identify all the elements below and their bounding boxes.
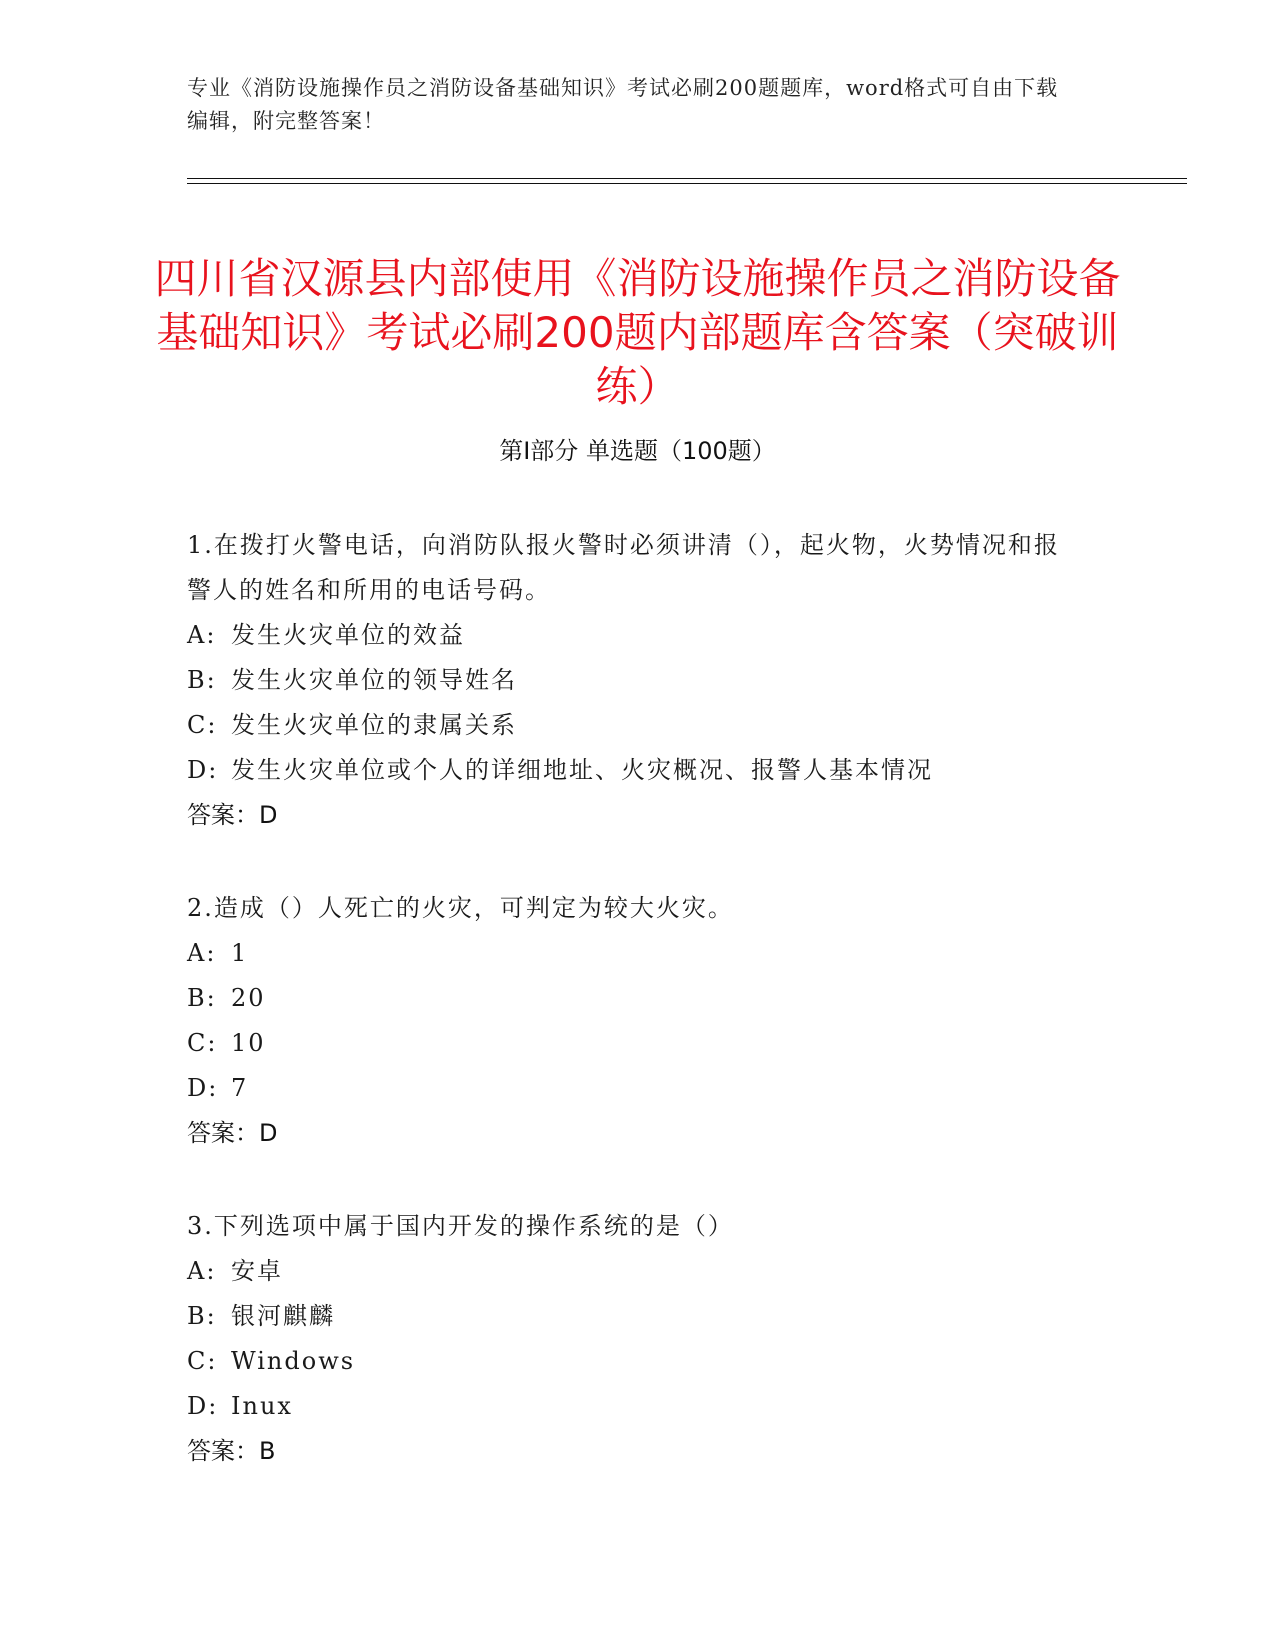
header-note: 专业《消防设施操作员之消防设备基础知识》考试必刷200题题库，word格式可自由下载编辑，附完整答案！ (187, 76, 1059, 133)
option-d (187, 1384, 1067, 1429)
option-key: C: (187, 1347, 218, 1375)
option-key: A: (187, 1257, 217, 1285)
option-key: B: (187, 1302, 217, 1330)
option-b (187, 658, 1067, 703)
option-text: 1 (231, 939, 249, 967)
option-b (187, 1294, 1067, 1339)
question-stem: 2.造成（）人死亡的火灾，可判定为较大火灾。 (187, 894, 734, 922)
option-text: 7 (231, 1074, 249, 1102)
option-a (187, 931, 1067, 976)
option-text: 发生火灾单位的隶属关系 (231, 711, 517, 739)
document-title: 四川省汉源县内部使用《消防设施操作员之消防设备基础知识》考试必刷200题内部题库含答案（突破训练） (154, 254, 1121, 412)
option-key: B: (187, 666, 217, 694)
question-1 (187, 523, 1067, 838)
answer: 答案：B (187, 1437, 276, 1465)
question-stem: 3.下列选项中属于国内开发的操作系统的是（） (187, 1212, 734, 1240)
option-key: C: (187, 711, 218, 739)
option-text: Inux (231, 1392, 293, 1420)
answer: 答案：D (187, 1119, 278, 1147)
option-d (187, 748, 1067, 793)
answer: 答案：D (187, 801, 278, 829)
option-key: B: (187, 984, 217, 1012)
option-text: 银河麒麟 (231, 1302, 335, 1330)
option-b (187, 976, 1067, 1021)
question-3 (187, 1204, 1067, 1474)
option-a (187, 613, 1067, 658)
option-text: Windows (231, 1347, 356, 1375)
option-c (187, 1339, 1067, 1384)
option-text: 发生火灾单位或个人的详细地址、火灾概况、报警人基本情况 (231, 756, 933, 784)
option-c (187, 1021, 1067, 1066)
question-stem: 1.在拨打火警电话，向消防队报火警时必须讲清（），起火物，火势情况和报警人的姓名和所用的电话号码。 (187, 531, 1060, 604)
header-divider-top (187, 178, 1187, 179)
option-key: D: (187, 756, 219, 784)
option-key: D: (187, 1392, 219, 1420)
option-key: A: (187, 939, 217, 967)
option-key: C: (187, 1029, 218, 1057)
option-c (187, 703, 1067, 748)
section-heading: 第Ⅰ部分 单选题（100题） (499, 437, 776, 465)
option-key: A: (187, 621, 217, 649)
option-text: 20 (231, 984, 266, 1012)
header-divider-bottom (187, 183, 1187, 184)
option-text: 安卓 (231, 1257, 283, 1285)
option-text: 发生火灾单位的领导姓名 (231, 666, 517, 694)
option-text: 10 (231, 1029, 266, 1057)
option-a (187, 1249, 1067, 1294)
question-2 (187, 886, 1067, 1156)
option-key: D: (187, 1074, 219, 1102)
option-d (187, 1066, 1067, 1111)
option-text: 发生火灾单位的效益 (231, 621, 465, 649)
